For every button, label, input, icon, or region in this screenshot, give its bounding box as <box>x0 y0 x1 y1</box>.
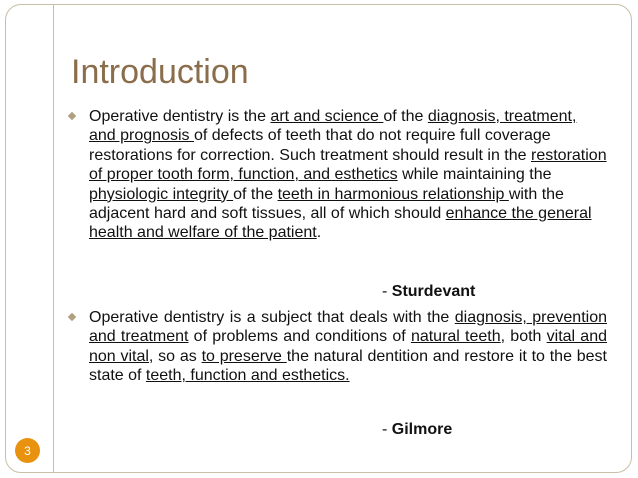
bullet-sturdevant <box>69 107 607 243</box>
vertical-rule <box>53 5 54 472</box>
page-number-badge: 3 <box>15 438 40 463</box>
bullet-text: Operative dentistry is a subject that deals with the diagnosis, prevention and treatment of problems and conditions of natural teeth, both vital and non vital, so as to preserve the natural dentition and restore it to the best state of teeth, function and esthetics. <box>89 309 608 385</box>
attribution-gilmore: - Gilmore <box>382 421 453 438</box>
diamond-bullet-icon <box>68 112 76 120</box>
bullet-gilmore <box>69 308 607 386</box>
slide-title: Introduction <box>71 53 249 91</box>
diamond-bullet-icon <box>68 313 76 321</box>
bullet-text: Operative dentistry is the art and science of the diagnosis, treatment, and prognosis of defects of teeth that do not require full coverage restorations for correction. Such treatment should result in the restoration of proper tooth form, function, and esthetics while maintaining the physiologic integrity of the teeth in harmonious relationship with the adjacent hard and soft tissues, all of which should enhance the general health and welfare of the patient. <box>89 108 607 242</box>
attribution-sturdevant: - Sturdevant <box>382 283 476 300</box>
